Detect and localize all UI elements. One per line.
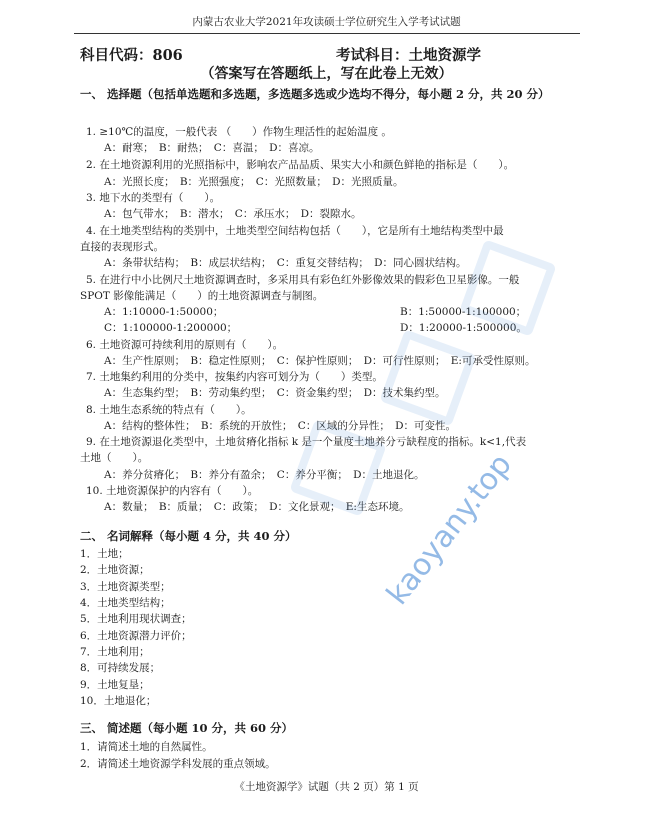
term-item: 8．可持续发展； xyxy=(80,662,161,674)
question-10: 10. 土地资源保护的内容有（ ）。 xyxy=(86,485,259,497)
question-5-option-a: A：1:10000-1:50000； xyxy=(104,306,224,318)
subject-code: 科目代码：806 xyxy=(80,47,183,64)
header-rule xyxy=(74,33,580,34)
term-item: 10．土地退化； xyxy=(80,695,157,707)
section-3-title: 三、 简述题（每小题 10 分，共 60 分） xyxy=(80,721,294,735)
short-answer-item: 2．请简述土地资源学科发展的重点领域。 xyxy=(80,758,276,770)
question-5-option-d: D：1:20000-1:500000。 xyxy=(400,322,527,334)
question-5-cont: SPOT 影像能满足（ ）的土地资源调查与制图。 xyxy=(80,290,324,302)
term-item: 4．土地类型结构； xyxy=(80,597,171,609)
term-item: 6．土地资源潜力评价； xyxy=(80,630,192,642)
question-1-options: A：耐寒； B：耐热； C：喜温； D：喜凉。 xyxy=(104,142,320,154)
question-9-cont: 土地（ ）。 xyxy=(80,452,149,464)
question-10-options: A：数量； B：质量； C：政策； D：文化景观； E:生态环境。 xyxy=(104,501,410,513)
question-4-options: A：条带状结构； B：成层状结构； C：重复交替结构； D：同心圆状结构。 xyxy=(104,257,467,269)
watermark-mark xyxy=(379,329,476,426)
question-2: 2. 在土地资源利用的光照指标中，影响农产品品质、果实大小和颜色鲜艳的指标是（ ）。 xyxy=(86,159,515,171)
term-item: 9．土地复垦； xyxy=(80,679,150,691)
question-9-options: A：养分贫瘠化； B：养分有盈余； C：养分平衡； D：土地退化。 xyxy=(104,469,425,481)
page-footer: 《土地资源学》试题（共 2 页）第 1 页 xyxy=(234,781,419,793)
question-2-options: A：光照长度； B：光照强度； C：光照数量； D：光照质量。 xyxy=(104,176,404,188)
question-5: 5. 在进行中小比例尺土地资源调查时，多采用具有彩色红外影像效果的假彩色卫星影像。一般 xyxy=(86,274,520,286)
question-4: 4. 在土地类型结构的类别中，土地类型空间结构包括（ ），它是所有土地结构类型中最 xyxy=(86,225,504,237)
term-item: 2．土地资源； xyxy=(80,564,150,576)
question-6: 6. 土地资源可持续利用的原则有（ ）。 xyxy=(86,339,284,351)
section-2-title: 二、 名词解释（每小题 4 分，共 40 分） xyxy=(80,529,297,543)
question-6-options: A：生产性原则； B：稳定性原则； C：保护性原则； D：可行性原则； E:可承受性原则。 xyxy=(104,355,536,367)
short-answer-item: 1．请简述土地的自然属性。 xyxy=(80,741,213,753)
term-item: 1．土地； xyxy=(80,548,129,560)
question-7: 7. 土地集约利用的分类中，按集约内容可划分为（ ）类型。 xyxy=(86,371,383,383)
term-item: 3．土地资源类型； xyxy=(80,581,171,593)
question-7-options: A：生态集约型； B：劳动集约型； C：资金集约型； D：技术集约型。 xyxy=(104,387,446,399)
term-item: 5．土地利用现状调查； xyxy=(80,613,192,625)
answer-notice: （答案写在答题纸上，写在此卷上无效） xyxy=(200,66,453,82)
question-8: 8. 土地生态系统的特点有（ ）。 xyxy=(86,404,252,416)
question-4-cont: 直接的表现形式。 xyxy=(80,241,164,253)
question-8-options: A：结构的整体性； B：系统的开放性； C：区域的分异性； D：可变性。 xyxy=(104,420,456,432)
question-3-options: A：包气带水； B：潜水； C：承压水； D：裂隙水。 xyxy=(104,208,362,220)
page-header: 内蒙古农业大学2021年攻读硕士学位研究生入学考试试题 xyxy=(192,16,461,28)
watermark-text: kaoyany.top xyxy=(380,447,519,612)
question-5-option-b: B：1:50000-1:100000； xyxy=(400,306,527,318)
question-1: 1. ≥10℃的温度，一般代表 （ ）作物生理活性的起始温度 。 xyxy=(86,126,392,138)
term-item: 7．土地利用； xyxy=(80,646,150,658)
question-5-option-c: C：1:100000-1:200000； xyxy=(104,322,238,334)
question-9: 9. 在土地资源退化类型中，土地贫瘠化指标 k 是一个量度土地养分亏缺程度的指标。k<1,代表 xyxy=(86,436,527,448)
question-3: 3. 地下水的类型有（ ）。 xyxy=(86,192,221,204)
subject-name: 考试科目：土地资源学 xyxy=(336,47,481,64)
section-1-title: 一、 选择题（包括单选题和多选题，多选题多选或少选均不得分，每小题 2 分，共 20 分） xyxy=(80,87,550,101)
